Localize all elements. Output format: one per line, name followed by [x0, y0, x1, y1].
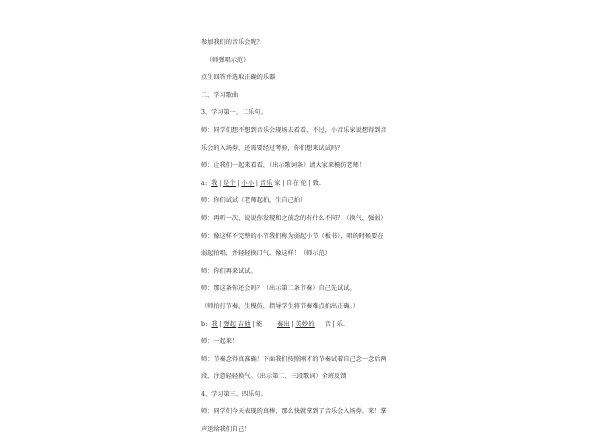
- rhythm-segment: 是个: [223, 179, 237, 187]
- text-line: 参加我们的音乐会呢？: [201, 39, 263, 46]
- rhythm-segment: [316, 321, 323, 328]
- rhythm-segment: 家: [274, 179, 281, 187]
- rhythm-segment: 奏出: [277, 320, 290, 328]
- rhythm-segment: 弹起: [223, 320, 237, 328]
- subsection-heading: 3、学习第一、二乐句。: [201, 109, 267, 117]
- rhythm-segment: 音: [324, 320, 332, 328]
- rhythm-prefix: b:: [201, 320, 210, 328]
- text-line: 师：你们试试（老师起拍，生自己拍）: [201, 197, 307, 205]
- rhythm-segment: 敦.: [312, 179, 322, 187]
- bar-line: |: [282, 179, 285, 187]
- bar-line: |: [219, 179, 222, 187]
- bar-line: |: [255, 179, 259, 187]
- rhythm-segment: 自在: [286, 179, 300, 187]
- rhythm-segment: 我: [211, 320, 218, 328]
- text-line: 师：同学们想不想到音乐会现场去看看，不过，小音乐家说想得到音: [201, 126, 387, 134]
- section-heading: 二、学习歌曲: [201, 91, 239, 99]
- rhythm-segment: 美妙的: [295, 320, 315, 328]
- rhythm-segment: 小小: [241, 179, 255, 187]
- text-line: 师：你们再来试试。: [201, 267, 257, 275]
- text-line: （师弹唱示范）: [206, 56, 250, 64]
- text-line: 声送给我们自己！: [201, 426, 251, 434]
- subsection-heading: 4、学习第三、四乐句。: [201, 390, 267, 398]
- text-line: 段，注意轻轻换气。（出示第二、三段歌词）全班反馈: [201, 373, 347, 381]
- rhythm-segment: 吉他: [237, 320, 251, 328]
- rhythm-segment: 能: [256, 320, 263, 328]
- rhythm-segment: 我: [211, 179, 218, 187]
- bar-line: |: [219, 320, 222, 328]
- text-line: 弱起拍唱，并轻轻换口气，像这样！（师示范）: [201, 250, 331, 258]
- text-line: 师：那这条你还会吗？（出示第二条节奏）自己先试试。: [201, 285, 356, 293]
- text-line: （师拍打节奏，生模仿，指导学生将节奏难点拍出正确。）: [201, 302, 359, 310]
- bar-line: |: [252, 320, 255, 328]
- rhythm-prefix: a:: [201, 179, 210, 187]
- text-line: 师：节奏念得真准确！下面我们按照刚才的节奏试着自己念一念后两: [201, 355, 387, 363]
- bar-line: |: [291, 320, 294, 328]
- bar-line: |: [332, 320, 336, 328]
- text-line: 师：像这样不完整的小节我们称为弱起小节（板书），唱的时候要在: [201, 232, 384, 240]
- text-line: 点生回答并选取正确的乐器: [201, 74, 276, 82]
- bar-line: |: [308, 179, 312, 187]
- rhythm-segment: 伦: [300, 179, 308, 187]
- text-line: 师：让我们一起来看看，（出示歌词条）请大家来模仿老师！: [201, 162, 365, 170]
- bar-line: |: [237, 179, 240, 187]
- rhythm-segment: [264, 321, 275, 328]
- text-line: 师：一起来！: [201, 338, 239, 346]
- rhythm-segment: 乐.: [336, 320, 346, 328]
- text-line: 师：同学们今天表现的真棒，那么快就拿到了音乐会入场券，来！掌: [201, 408, 387, 416]
- rhythm-line-b: [201, 321, 401, 329]
- text-line: 乐会的入场券，还需要经过考验，你们想来试试吗？: [201, 144, 344, 152]
- rhythm-segment: 音乐: [259, 179, 273, 187]
- text-line: 师：再听一次，说说你发现和之前念的有什么不同？（换气、强弱）: [201, 214, 387, 222]
- document-body: [201, 39, 401, 444]
- rhythm-line-a: [201, 180, 401, 188]
